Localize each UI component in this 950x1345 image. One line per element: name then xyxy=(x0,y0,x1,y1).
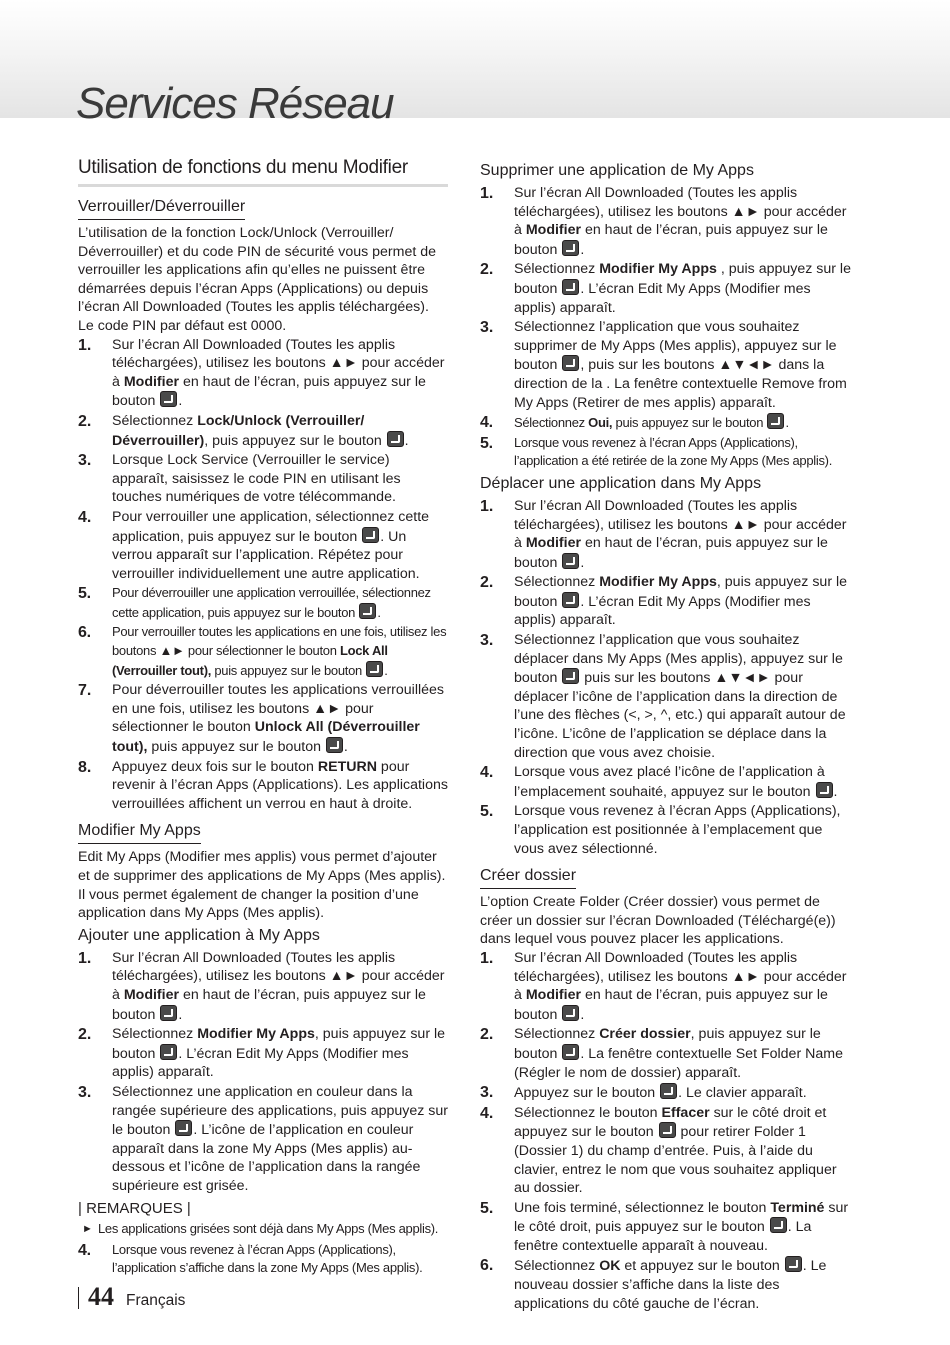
step-bold: Modifier My Apps xyxy=(599,261,717,278)
page-number: 44 xyxy=(88,1282,114,1311)
list-item xyxy=(480,802,852,858)
list-item xyxy=(480,1256,852,1313)
step-text: . xyxy=(178,1006,183,1023)
list-item xyxy=(78,1241,448,1278)
step-text: Sur l’écran All Downloaded (Toutes les applis téléchargées), utilisez les boutons ▲► pour accéder à xyxy=(112,336,445,390)
step-text: Sélectionnez une application en couleur dans la rangée supérieure des applications, puis appuyez sur le bouton xyxy=(112,1083,448,1139)
step-text: Lorsque vous revenez à l’écran Apps (Applications), l’application est positionnée à l’emplacement que vous avez sélectionné. xyxy=(514,803,841,857)
step-text: . L’écran Edit My Apps (Modifier mes applis) apparaît. xyxy=(112,1045,409,1081)
step-number: 7. xyxy=(78,682,92,700)
step-text: , puis sur les boutons ▲▼◄► dans la direction de la . La fenêtre contextuelle Remove from My Apps (Retirer de mes applis) apparaît. xyxy=(514,357,847,411)
step-text: puis appuyez sur le bouton xyxy=(612,415,767,431)
folder-steps xyxy=(480,949,852,1313)
enter-button-icon xyxy=(562,553,579,569)
enter-button-icon xyxy=(562,279,579,295)
enter-button-icon xyxy=(562,592,579,608)
step-text: et appuyez sur le bouton xyxy=(620,1258,784,1275)
step-text: , puis appuyez sur le bouton xyxy=(514,261,851,297)
step-text: Sélectionnez l’application que vous souhaitez supprimer de My Apps (Mes applis), appuyez sur le bouton xyxy=(514,319,837,374)
lock-title: Verrouiller/Déverrouiller xyxy=(78,196,245,220)
list-item xyxy=(480,631,852,762)
enter-button-icon xyxy=(160,391,177,407)
step-text: . L’écran Edit My Apps (Modifier mes applis) apparaît. xyxy=(514,593,811,629)
right-column xyxy=(480,158,852,1314)
enter-button-icon xyxy=(816,782,833,798)
step-number: 3. xyxy=(480,319,494,337)
remarks-label: | REMARQUES | xyxy=(78,1199,191,1217)
step-text: Sélectionnez xyxy=(112,412,198,429)
step-number: 5. xyxy=(480,1199,494,1217)
step-text: pour retirer Folder 1 (Dossier 1) du champ d’entrée. Puis, à l’aide du clavier, entrez le nom que vous souhaitez appliquer au dossier. xyxy=(514,1124,837,1197)
list-item xyxy=(78,681,448,756)
step-bold: Modifier My Apps xyxy=(197,1026,315,1043)
step-number: 4. xyxy=(480,1104,494,1122)
step-text: . L’écran Edit My Apps (Modifier mes applis) apparaît. xyxy=(514,280,811,316)
step-text: en haut de l’écran, puis appuyez sur le bouton xyxy=(112,373,426,410)
step-text: . xyxy=(377,604,381,620)
list-item xyxy=(480,1199,852,1256)
step-bold: Modifier xyxy=(525,222,582,239)
step-text: Appuyez deux fois sur le bouton xyxy=(112,758,318,775)
list-item xyxy=(78,336,448,411)
step-text: , puis appuyez sur le bouton xyxy=(514,574,848,610)
list-item xyxy=(78,758,448,814)
step-number: 4. xyxy=(480,764,494,782)
step-text: Sur l’écran All Downloaded (Toutes les applis téléchargées), utilisez les boutons ▲► pour accéder à xyxy=(514,949,847,1004)
step-number: 2. xyxy=(480,1026,494,1044)
step-text: sur le côté droit et appuyez sur le bouton xyxy=(514,1104,827,1141)
step-bold: Modifier xyxy=(525,987,582,1004)
folder-title: Créer dossier xyxy=(480,865,576,889)
step-text: . xyxy=(404,432,409,449)
step-number: 5. xyxy=(480,434,493,452)
lock-intro: L’utilisation de la fonction Lock/Unlock (Verrouiller/ Déverrouiller) et du code PIN de sécurité vous permet de verrouiller les applications afin qu’elles ne puissent être démarrées depuis l’écran Apps (Applications) ou depuis l’écran All Downloaded (Toutes les applis téléchargées). Le code PIN par défaut est 0000. xyxy=(78,225,437,334)
step-text: Lorsque vous revenez à l’écran Apps (Applications), l’application s’affiche dans la zone My Apps (Mes applis). xyxy=(112,1241,423,1276)
remove-title: Supprimer une application de My Apps xyxy=(480,162,754,179)
page-title: Services Réseau xyxy=(76,79,394,128)
list-item xyxy=(480,1104,852,1198)
add-steps xyxy=(78,949,448,1196)
step-number: 4. xyxy=(78,1241,91,1259)
enter-button-icon xyxy=(562,355,579,371)
step-text: en haut de l’écran, puis appuyez sur le bouton xyxy=(112,986,426,1023)
list-item xyxy=(480,184,852,259)
left-column xyxy=(78,156,448,1279)
list-item xyxy=(78,1083,448,1196)
step-text: Pour verrouiller une application, sélectionnez cette application, puis appuyez sur le bouton xyxy=(112,508,430,545)
enter-button-icon xyxy=(160,1005,177,1021)
step-text: , puis appuyez sur le bouton xyxy=(514,1026,821,1062)
enter-button-icon xyxy=(562,240,579,256)
list-item xyxy=(480,497,852,572)
list-item xyxy=(480,573,852,630)
step-text: Sur l’écran All Downloaded (Toutes les applis téléchargées), utilisez les boutons ▲► pour accéder à xyxy=(514,497,847,552)
triangle-bullet-icon: ► xyxy=(82,1223,93,1236)
modify-title: Modifier My Apps xyxy=(78,820,201,844)
step-text: Sélectionnez xyxy=(514,574,600,591)
enter-button-icon xyxy=(362,527,379,543)
enter-button-icon xyxy=(387,431,404,447)
list-item xyxy=(78,949,448,1024)
step-number: 1. xyxy=(480,497,494,515)
enter-button-icon xyxy=(160,1044,177,1060)
footer-language: Français xyxy=(126,1292,186,1309)
step-number: 3. xyxy=(78,452,92,470)
list-item xyxy=(78,412,448,450)
note-text: Les applications grisées sont déjà dans My Apps (Mes applis). xyxy=(98,1221,439,1237)
step-text: Une fois terminé, sélectionnez le bouton xyxy=(514,1199,771,1216)
step-text: puis appuyez sur le bouton xyxy=(147,739,325,756)
step-text: . xyxy=(785,415,789,431)
step-text: en haut de l’écran, puis appuyez sur le bouton xyxy=(514,987,828,1023)
step-number: 1. xyxy=(480,185,494,202)
add-title: Ajouter une application à My Apps xyxy=(78,926,320,944)
step-number: 6. xyxy=(480,1257,494,1275)
list-item xyxy=(480,413,852,433)
step-text: . xyxy=(384,662,388,678)
modify-intro: Edit My Apps (Modifier mes applis) vous permet d’ajouter et de supprimer des applications de My Apps (Mes applis). Il vous permet également de changer la position d’une application dans My Apps (Mes applis). xyxy=(78,849,446,922)
list-item xyxy=(78,451,448,507)
enter-button-icon xyxy=(785,1256,802,1272)
step-text: Sélectionnez l’application que vous souhaitez déplacer dans My Apps (Mes applis), appuyez sur le bouton xyxy=(514,632,843,687)
step-number: 2. xyxy=(480,574,494,592)
step-text: , puis appuyez sur le bouton xyxy=(112,1026,446,1062)
step-text: . xyxy=(580,1006,585,1023)
step-bold: Lock/Unlock (Verrouiller/ Déverrouiller) xyxy=(112,412,365,449)
step-text: pour revenir à l’écran Apps (Applications). Les applications verrouillées affichent un verrou en haut à droite. xyxy=(112,758,448,812)
list-item xyxy=(480,1083,852,1103)
folder-intro: L’option Create Folder (Créer dossier) vous permet de créer un dossier sur l’écran Downloaded (Téléchargé(e)) dans lequel vous pouvez placer les applications. xyxy=(480,894,836,948)
list-item xyxy=(78,623,448,680)
list-item xyxy=(480,434,852,471)
step-text: Pour verrouiller toutes les applications en une fois, utilisez les boutons ▲► pour sélectionner le bouton xyxy=(112,624,447,659)
enter-button-icon xyxy=(359,603,376,619)
step-bold: Oui, xyxy=(588,415,613,431)
step-number: 1. xyxy=(480,949,494,967)
step-text: . La fenêtre contextuelle apparaît à nouveau. xyxy=(514,1219,812,1254)
step-text: Sélectionnez xyxy=(514,261,600,278)
step-bold: Effacer xyxy=(661,1104,710,1121)
enter-button-icon xyxy=(562,668,579,684)
enter-button-icon xyxy=(660,1083,677,1099)
step-text: . xyxy=(580,241,585,258)
enter-button-icon xyxy=(770,1217,787,1233)
footer-divider xyxy=(78,1287,79,1309)
step-bold: Unlock All (Déverrouiller tout), xyxy=(112,719,420,756)
step-text: puis appuyez sur le bouton xyxy=(211,662,366,678)
list-item xyxy=(78,1025,448,1082)
step-number: 2. xyxy=(480,261,494,279)
enter-button-icon xyxy=(366,661,383,677)
step-bold: Modifier xyxy=(123,986,180,1003)
step-text: , puis appuyez sur le bouton xyxy=(204,432,386,449)
list-item xyxy=(480,949,852,1024)
step-text: en haut de l’écran, puis appuyez sur le bouton xyxy=(514,535,828,571)
step-text: Pour déverrouiller toutes les applications verrouillées en une fois, utilisez les boutons ▲► pour sélectionner le bouton xyxy=(112,682,444,736)
step-number: 3. xyxy=(480,632,494,650)
step-bold: Modifier My Apps xyxy=(599,574,717,591)
list-item xyxy=(78,584,448,622)
step-text: Sur l’écran All Downloaded (Toutes les applis téléchargées), utilisez les boutons ▲► pour accéder à xyxy=(514,185,847,239)
lock-steps xyxy=(78,336,448,814)
enter-button-icon xyxy=(562,1044,579,1060)
step-text: Sélectionnez xyxy=(514,1026,600,1043)
enter-button-icon xyxy=(562,1005,579,1021)
step-bold: Lock All (Verrouiller tout), xyxy=(112,643,388,678)
step-text: puis sur les boutons ▲▼◄► pour déplacer l’icône de l’application dans la direction de l’une des flèches (<, >, ^, etc.) qui apparaît autour de l’icône. L’icône de l’application se déplace dans la direction que vous avez choisie. xyxy=(514,670,846,761)
step-number: 5. xyxy=(78,585,91,603)
step-number: 1. xyxy=(78,949,92,967)
step-bold: Créer dossier xyxy=(599,1026,691,1043)
step-text: . xyxy=(343,739,348,756)
step-number: 8. xyxy=(78,758,92,776)
section-title: Utilisation de fonctions du menu Modifier xyxy=(78,156,448,187)
move-steps xyxy=(480,497,852,858)
step-number: 3. xyxy=(78,1083,92,1101)
add-step-4 xyxy=(78,1241,448,1278)
step-text: sur le côté droit, puis appuyez sur le bouton xyxy=(514,1199,849,1236)
note xyxy=(78,1220,448,1239)
step-bold: Modifier xyxy=(525,535,582,552)
step-bold: OK xyxy=(599,1258,621,1275)
remove-steps xyxy=(480,184,852,471)
step-text: . xyxy=(178,393,183,410)
enter-button-icon xyxy=(175,1120,192,1136)
step-number: 2. xyxy=(78,1026,92,1044)
list-item xyxy=(480,763,852,801)
step-text: . xyxy=(833,783,838,800)
step-text: Sur l’écran All Downloaded (Toutes les applis téléchargées), utilisez les boutons ▲► pour accéder à xyxy=(112,949,445,1003)
step-text: Sélectionnez le bouton xyxy=(514,1104,662,1121)
step-number: 5. xyxy=(480,803,494,821)
enter-button-icon xyxy=(659,1122,676,1138)
step-text: . Un verrou apparaît sur l’application. Répétez pour verrouiller individuellement une autre application. xyxy=(112,528,420,582)
list-item xyxy=(480,1025,852,1082)
enter-button-icon xyxy=(767,413,784,429)
step-text: Lorsque Lock Service (Verrouiller le service) apparaît, saisissez le code PIN en utilisant les touches numériques de votre télécommande. xyxy=(112,452,401,506)
step-text: . Le clavier apparaît. xyxy=(678,1085,807,1102)
step-text: Sélectionnez xyxy=(514,1258,600,1275)
step-text: Appuyez sur le bouton xyxy=(514,1085,660,1102)
step-text: Lorsque vous avez placé l’icône de l’application à l’emplacement souhaité, appuyez sur le bouton xyxy=(514,764,825,800)
list-item xyxy=(480,260,852,317)
step-number: 3. xyxy=(480,1084,494,1102)
step-bold: RETURN xyxy=(317,758,377,775)
step-number: 4. xyxy=(78,508,92,526)
step-text: Pour déverrouiller une application verrouillée, sélectionnez cette application, puis appuyez sur le bouton xyxy=(112,585,431,620)
list-item xyxy=(78,508,448,583)
step-number: 4. xyxy=(480,414,493,432)
move-title: Déplacer une application dans My Apps xyxy=(480,474,762,492)
step-bold: Modifier xyxy=(123,373,180,390)
step-number: 2. xyxy=(78,412,92,430)
step-text: . La fenêtre contextuelle Set Folder Name (Régler le nom de dossier) apparaît. xyxy=(514,1045,843,1081)
step-number: 6. xyxy=(78,624,91,642)
step-text: . xyxy=(580,554,585,571)
step-text: en haut de l’écran, puis appuyez sur le bouton xyxy=(514,222,828,258)
list-item xyxy=(480,318,852,412)
step-text: Lorsque vous revenez à l’écran Apps (Applications), l’application a été retirée de la zone My Apps (Mes applis). xyxy=(514,434,833,469)
step-text: Sélectionnez xyxy=(514,415,589,431)
step-number: 1. xyxy=(78,336,92,354)
enter-button-icon xyxy=(326,737,343,753)
step-text: . L’icône de l’application en couleur apparaît dans la zone My Apps (Mes applis) au-dessous et l’icône de l’application dans la rangée supérieure est grisée. xyxy=(112,1122,421,1194)
step-text: Sélectionnez xyxy=(112,1026,198,1043)
step-bold: Terminé xyxy=(770,1199,825,1216)
step-text: . Le nouveau dossier s’affiche dans la liste des applications du côté gauche de l’écran. xyxy=(514,1258,827,1312)
